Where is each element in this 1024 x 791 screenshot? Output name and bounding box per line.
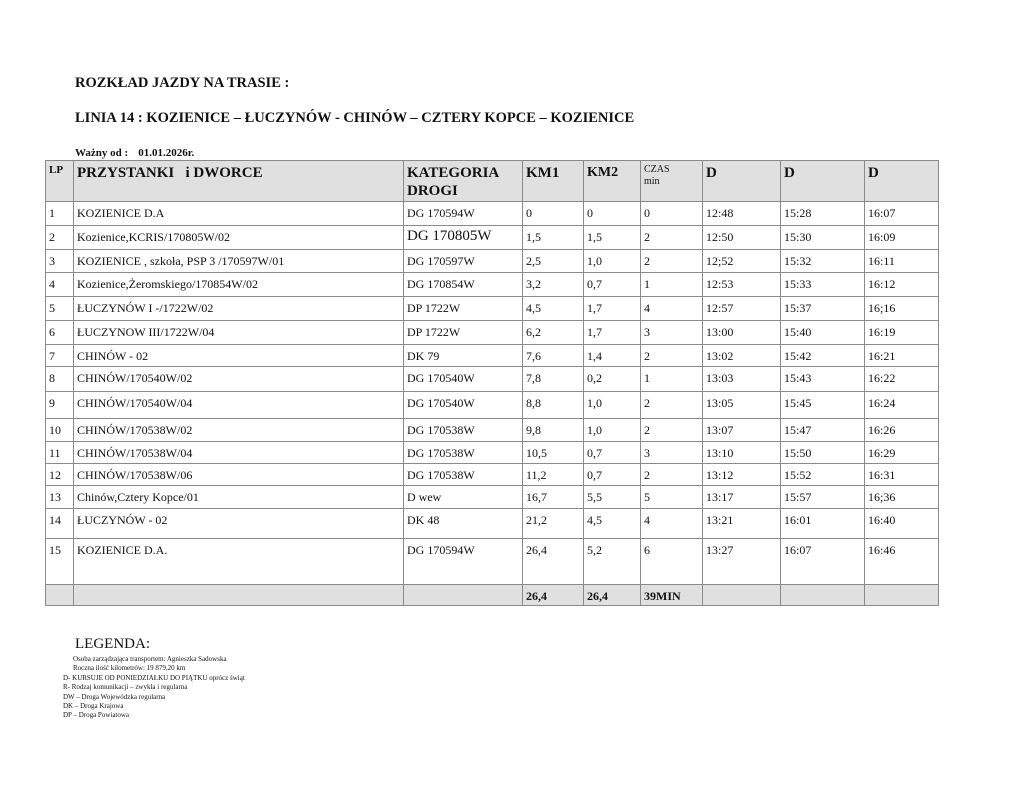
col-header-km1: KM1 — [523, 161, 584, 202]
row-d2: 15:43 — [781, 367, 865, 392]
row-d1: 12:57 — [703, 297, 781, 321]
row-d2: 15:50 — [781, 442, 865, 464]
row-category: DG 170538W — [404, 442, 523, 464]
row-d2: 15:40 — [781, 321, 865, 345]
row-d2: 16:07 — [781, 539, 865, 585]
row-category: DP 1722W — [404, 297, 523, 321]
row-km2: 1,4 — [584, 345, 641, 367]
row-lp: 8 — [46, 367, 74, 392]
row-category: DG 170594W — [404, 539, 523, 585]
col-header-d1: D — [703, 161, 781, 202]
row-d2: 16:01 — [781, 509, 865, 539]
row-stop: ŁUCZYNÓW I -/1722W/02 — [74, 297, 404, 321]
row-km1: 3,2 — [523, 273, 584, 297]
row-d2: 15:47 — [781, 419, 865, 442]
row-time: 2 — [641, 345, 703, 367]
row-d3: 16:21 — [865, 345, 939, 367]
row-d2: 15:52 — [781, 464, 865, 486]
legend-title: LEGENDA: — [75, 636, 150, 652]
row-stop: CHINÓW/170538W/02 — [74, 419, 404, 442]
row-category: DK 79 — [404, 345, 523, 367]
row-time: 2 — [641, 464, 703, 486]
row-d2: 15:57 — [781, 486, 865, 509]
row-d3: 16:29 — [865, 442, 939, 464]
row-category: DG 170540W — [404, 392, 523, 419]
row-km1: 10,5 — [523, 442, 584, 464]
row-d1: 12;52 — [703, 250, 781, 273]
row-time: 2 — [641, 250, 703, 273]
row-d2: 15:42 — [781, 345, 865, 367]
row-stop: KOZIENICE D.A. — [74, 539, 404, 585]
row-km2: 1,7 — [584, 321, 641, 345]
row-stop: CHINÓW/170538W/06 — [74, 464, 404, 486]
row-d1: 13:17 — [703, 486, 781, 509]
total-time: 39MIN — [641, 585, 703, 606]
row-km2: 1,5 — [584, 226, 641, 250]
valid-from-date: 01.01.2026r. — [138, 147, 195, 159]
table-row — [46, 509, 939, 539]
table-row — [46, 486, 939, 509]
row-km1: 8,8 — [523, 392, 584, 419]
row-d3: 16:07 — [865, 202, 939, 226]
col-header-time — [641, 161, 703, 202]
legend-line: Roczna ilość kilometrów: 19 879,20 km — [73, 664, 186, 673]
legend-line: R- Rodzaj komunikacji – zwykła i regularna — [63, 683, 188, 692]
row-category: DG 170854W — [404, 273, 523, 297]
row-category: DG 170538W — [404, 419, 523, 442]
row-km1: 11,2 — [523, 464, 584, 486]
row-category: DG 170805W — [404, 226, 523, 250]
row-d1: 13:03 — [703, 367, 781, 392]
row-time: 1 — [641, 367, 703, 392]
row-d2: 15:30 — [781, 226, 865, 250]
legend-line: DW – Droga Wojewódzka regularna — [63, 692, 166, 701]
row-time: 2 — [641, 419, 703, 442]
row-time: 6 — [641, 539, 703, 585]
row-category: D wew — [404, 486, 523, 509]
row-lp: 1 — [46, 202, 74, 226]
totals-empty — [74, 585, 404, 606]
col-header-stops: PRZYSTANKI i DWORCE — [74, 161, 404, 202]
table-row — [46, 226, 939, 250]
row-lp: 11 — [46, 442, 74, 464]
totals-empty — [865, 585, 939, 606]
row-km1: 7,8 — [523, 367, 584, 392]
row-km1: 16,7 — [523, 486, 584, 509]
row-lp: 5 — [46, 297, 74, 321]
row-lp: 12 — [46, 464, 74, 486]
row-time: 2 — [641, 226, 703, 250]
row-km2: 0,7 — [584, 273, 641, 297]
row-km1: 26,4 — [523, 539, 584, 585]
row-d1: 12:50 — [703, 226, 781, 250]
total-km2: 26,4 — [584, 585, 641, 606]
row-category: DG 170538W — [404, 464, 523, 486]
timetable-header-row — [46, 161, 939, 202]
row-time: 4 — [641, 297, 703, 321]
row-d3: 16:11 — [865, 250, 939, 273]
row-lp: 3 — [46, 250, 74, 273]
table-row — [46, 321, 939, 345]
legend-line: Osoba zarządzająca transportem: Agnieszka Sadowska — [73, 655, 227, 663]
row-stop: Chinów,Cztery Kopce/01 — [74, 486, 404, 509]
row-km1: 1,5 — [523, 226, 584, 250]
row-category: DK 48 — [404, 509, 523, 539]
route-line-title: LINIA 14 : KOZIENICE – ŁUCZYNÓW - CHINÓW – CZTERY KOPCE – KOZIENICE — [75, 110, 635, 126]
legend-line: D- KURSUJE OD PONIEDZIAŁKU DO PIĄTKU oprócz świąt — [63, 673, 245, 682]
row-lp: 7 — [46, 345, 74, 367]
totals-empty — [703, 585, 781, 606]
row-stop: CHINÓW/170540W/04 — [74, 392, 404, 419]
row-category: DG 170594W — [404, 202, 523, 226]
row-d2: 15:37 — [781, 297, 865, 321]
row-stop: KOZIENICE D.A — [74, 202, 404, 226]
row-lp: 6 — [46, 321, 74, 345]
row-km2: 1,0 — [584, 419, 641, 442]
row-d2: 15:28 — [781, 202, 865, 226]
table-row — [46, 345, 939, 367]
row-km1: 6,2 — [523, 321, 584, 345]
row-d3: 16;16 — [865, 297, 939, 321]
table-row — [46, 442, 939, 464]
row-time: 3 — [641, 442, 703, 464]
table-row — [46, 367, 939, 392]
row-d3: 16:26 — [865, 419, 939, 442]
row-km2: 4,5 — [584, 509, 641, 539]
row-d1: 13:21 — [703, 509, 781, 539]
row-km2: 5,5 — [584, 486, 641, 509]
row-d3: 16:40 — [865, 509, 939, 539]
row-stop: CHINÓW/170540W/02 — [74, 367, 404, 392]
row-d1: 13:10 — [703, 442, 781, 464]
row-km2: 1,7 — [584, 297, 641, 321]
row-d2: 15:33 — [781, 273, 865, 297]
row-lp: 13 — [46, 486, 74, 509]
row-km2: 0 — [584, 202, 641, 226]
row-km2: 0,2 — [584, 367, 641, 392]
col-header-category: KATEGORIA DROGI — [404, 161, 523, 202]
timetable — [45, 160, 939, 606]
row-stop: ŁUCZYNOW III/1722W/04 — [74, 321, 404, 345]
row-category: DG 170540W — [404, 367, 523, 392]
row-stop: CHINÓW - 02 — [74, 345, 404, 367]
row-d1: 13:02 — [703, 345, 781, 367]
row-lp: 15 — [46, 539, 74, 585]
table-row — [46, 419, 939, 442]
row-time: 5 — [641, 486, 703, 509]
row-d1: 13:27 — [703, 539, 781, 585]
col-header-time-label: CZAS — [644, 164, 670, 175]
table-row — [46, 539, 939, 585]
row-d3: 16:31 — [865, 464, 939, 486]
col-header-lp: LP — [46, 161, 74, 202]
row-d2: 15:45 — [781, 392, 865, 419]
legend-line: DP – Droga Powiatowa — [63, 711, 130, 720]
row-lp: 9 — [46, 392, 74, 419]
totals-empty — [781, 585, 865, 606]
row-d1: 12:48 — [703, 202, 781, 226]
valid-from-label: Ważny od : — [75, 147, 129, 159]
valid-from — [75, 147, 194, 159]
col-header-d2: D — [781, 161, 865, 202]
total-km1: 26,4 — [523, 585, 584, 606]
table-row — [46, 464, 939, 486]
row-d1: 12:53 — [703, 273, 781, 297]
row-d1: 13:00 — [703, 321, 781, 345]
table-row — [46, 250, 939, 273]
row-km1: 0 — [523, 202, 584, 226]
table-row — [46, 392, 939, 419]
totals-empty — [46, 585, 74, 606]
legend-list — [63, 655, 245, 721]
row-lp: 14 — [46, 509, 74, 539]
row-km1: 2,5 — [523, 250, 584, 273]
row-d1: 13:07 — [703, 419, 781, 442]
row-d3: 16:24 — [865, 392, 939, 419]
row-d3: 16:19 — [865, 321, 939, 345]
row-d3: 16:46 — [865, 539, 939, 585]
table-row — [46, 297, 939, 321]
row-stop: Kozienice,KCRIS/170805W/02 — [74, 226, 404, 250]
row-km1: 9,8 — [523, 419, 584, 442]
row-d2: 15:32 — [781, 250, 865, 273]
row-category: DG 170597W — [404, 250, 523, 273]
document-title: ROZKŁAD JAZDY NA TRASIE : — [75, 75, 290, 91]
row-km2: 1,0 — [584, 250, 641, 273]
table-row — [46, 273, 939, 297]
row-d3: 16;36 — [865, 486, 939, 509]
row-lp: 10 — [46, 419, 74, 442]
row-d1: 13:05 — [703, 392, 781, 419]
row-km2: 0,7 — [584, 442, 641, 464]
row-time: 3 — [641, 321, 703, 345]
row-km2: 0,7 — [584, 464, 641, 486]
timetable-totals-row — [46, 585, 939, 606]
row-category: DP 1722W — [404, 321, 523, 345]
col-header-d3: D — [865, 161, 939, 202]
row-km1: 7,6 — [523, 345, 584, 367]
row-km1: 21,2 — [523, 509, 584, 539]
totals-empty — [404, 585, 523, 606]
row-d1: 13:12 — [703, 464, 781, 486]
legend-line: DK – Droga Krajowa — [63, 702, 124, 711]
row-lp: 4 — [46, 273, 74, 297]
row-d3: 16:09 — [865, 226, 939, 250]
row-time: 4 — [641, 509, 703, 539]
row-time: 2 — [641, 392, 703, 419]
row-stop: CHINÓW/170538W/04 — [74, 442, 404, 464]
row-time: 0 — [641, 202, 703, 226]
row-lp: 2 — [46, 226, 74, 250]
table-row — [46, 202, 939, 226]
col-header-km2: KM2 — [584, 161, 641, 202]
row-km1: 4,5 — [523, 297, 584, 321]
row-stop: ŁUCZYNÓW - 02 — [74, 509, 404, 539]
row-km2: 1,0 — [584, 392, 641, 419]
row-stop: Kozienice,Żeromskiego/170854W/02 — [74, 273, 404, 297]
row-d3: 16:12 — [865, 273, 939, 297]
row-d3: 16:22 — [865, 367, 939, 392]
row-stop: KOZIENICE , szkoła, PSP 3 /170597W/01 — [74, 250, 404, 273]
row-km2: 5,2 — [584, 539, 641, 585]
row-time: 1 — [641, 273, 703, 297]
col-header-time-unit: min — [644, 176, 660, 187]
